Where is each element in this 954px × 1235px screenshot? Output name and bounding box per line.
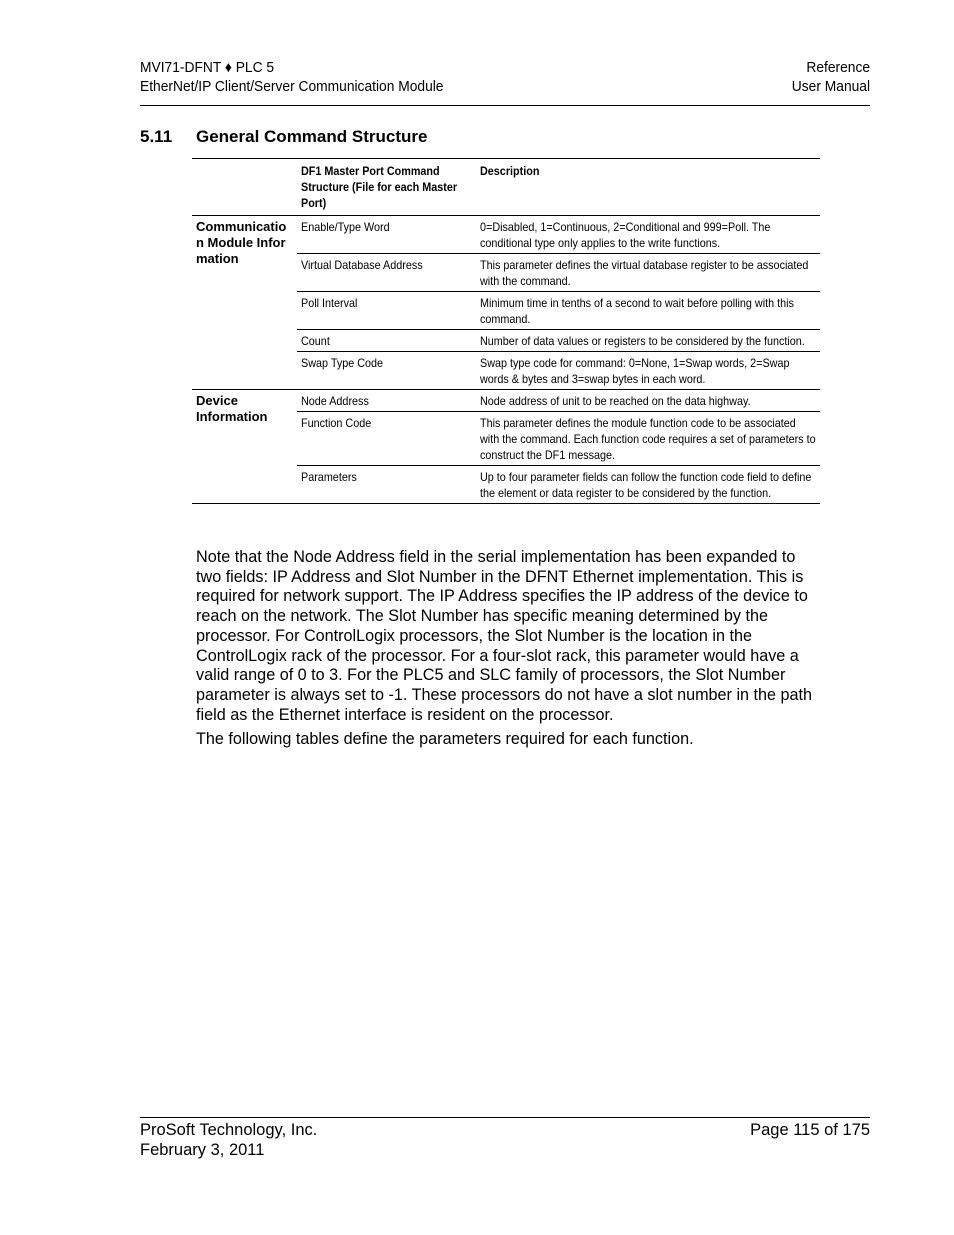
footer-left [140, 1121, 317, 1160]
group-label-communication-module: Communication Module Information [192, 216, 297, 390]
table-header-structure: DF1 Master Port Command Structure (File for each Master Port) [297, 159, 476, 216]
header-left [140, 58, 443, 96]
field-function-code: Function Code [297, 412, 476, 466]
description-poll-interval: Minimum time in tenths of a second to wait before polling with this command. [476, 292, 820, 330]
product-name: MVI71-DFNT ♦ PLC 5 [140, 59, 275, 76]
chapter-name: Reference [806, 59, 870, 76]
table-row [192, 216, 820, 254]
footer-right [750, 1121, 870, 1141]
description-count: Number of data values or registers to be considered by the function. [476, 330, 820, 352]
table-row [192, 390, 820, 412]
paragraph-following-tables: The following tables define the parameters required for each function. [196, 730, 694, 749]
field-count: Count [297, 330, 476, 352]
table-header-description: Description [476, 159, 820, 216]
description-function-code: This parameter defines the module function code to be associated with the command. Each function code requires a set of parameters to construct the DF1 message. [476, 412, 820, 466]
page-header [140, 56, 870, 106]
paragraph-node-address-note: Note that the Node Address field in the serial implementation has been expanded to two fields: IP Address and Slot Number in the DFNT Ethernet implementation. This is required for network support. The IP Address specifies the IP address of the device to reach on the network. The Slot Number has specific meaning determined by the processor. For ControlLogix processors, the Slot Number is the location in the ControlLogix rack of the processor. For a four-slot rack, this parameter would have a valid range of 0 to 3. For the PLC5 and SLC family of processors, the Slot Number parameter is always set to -1. These processors do not have a slot number in the path field as the Ethernet interface is resident on the processor. [196, 548, 813, 724]
table-header-row [192, 159, 820, 216]
group-label-device-information: Device Information [192, 390, 297, 504]
field-parameters: Parameters [297, 466, 476, 504]
field-virtual-database-address: Virtual Database Address [297, 254, 476, 292]
body-text [196, 548, 822, 755]
header-right [792, 58, 870, 96]
product-description: EtherNet/IP Client/Server Communication Module [140, 78, 444, 95]
section-number: 5.11 [140, 127, 173, 146]
section-heading [140, 126, 427, 148]
field-swap-type-code: Swap Type Code [297, 352, 476, 390]
field-poll-interval: Poll Interval [297, 292, 476, 330]
description-swap-type-code: Swap type code for command: 0=None, 1=Swap words, 2=Swap words & bytes and 3=swap bytes in each word. [476, 352, 820, 390]
section-title: General Command Structure [196, 127, 428, 146]
footer-date: February 3, 2011 [140, 1140, 265, 1159]
description-enable-type-word: 0=Disabled, 1=Continuous, 2=Conditional and 999=Poll. The conditional type only applies to the write functions. [476, 216, 820, 254]
footer-company: ProSoft Technology, Inc. [140, 1121, 318, 1139]
field-node-address: Node Address [297, 390, 476, 412]
field-enable-type-word: Enable/Type Word [297, 216, 476, 254]
description-node-address: Node address of unit to be reached on the data highway. [476, 390, 820, 412]
description-parameters: Up to four parameter fields can follow the function code field to define the element or data register to be considered by the function. [476, 466, 820, 504]
command-structure-table [192, 158, 820, 504]
page-number: Page 115 of 175 [750, 1121, 870, 1139]
table-header-blank [192, 159, 297, 216]
description-virtual-database-address: This parameter defines the virtual database register to be associated with the command. [476, 254, 820, 292]
manual-type: User Manual [791, 78, 870, 95]
page-footer [140, 1117, 870, 1159]
